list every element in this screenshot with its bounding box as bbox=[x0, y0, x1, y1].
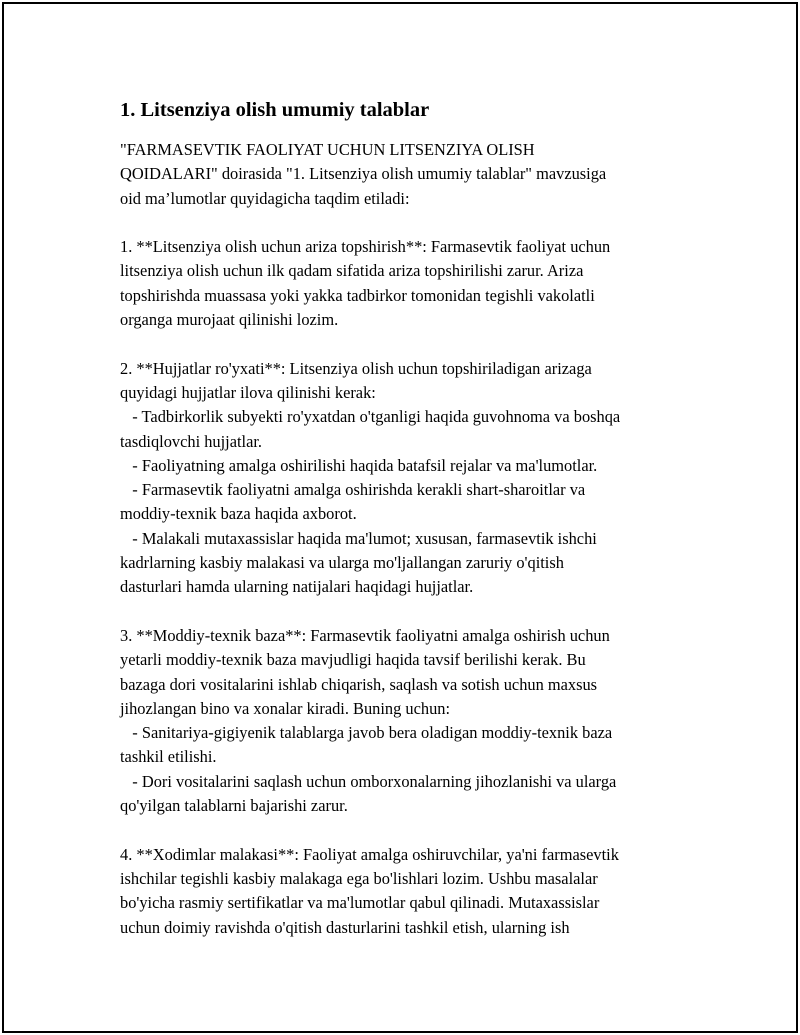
document-content bbox=[120, 96, 700, 940]
document-page bbox=[2, 2, 798, 1033]
section-body: "FARMASEVTIK FAOLIYAT UCHUN LITSENZIYA OLISH QOIDALARI" doirasida "1. Litsenziya olish umumiy talablar" mavzusiga oid ma’lumotlar quyidagicha taqdim etiladi: 1. **Litsenziya olish uchun ariza topshirish**: Farmasevtik faoliyat uchun litsenziya olish uchun ilk qadam sifatida ariza topshirilishi zarur. Ariza topshirishda muassasa yoki yakka tadbirkor tomonidan tegishli vakolatli organga murojaat qilinishi lozim. 2. **Hujjatlar ro'yxati**: Litsenziya olish uchun topshiriladigan arizaga quyidagi hujjatlar ilova qilinishi kerak: - Tadbirkorlik subyekti ro'yxatdan o'tganligi haqida guvohnoma va boshqa tasdiqlovchi hujjatlar. - Faoliyatning amalga oshirilishi haqida batafsil rejalar va ma'lumotlar. - Farmasevtik faoliyatni amalga oshirishda kerakli shart-sharoitlar va moddiy-texnik baza haqida axborot. - Malakali mutaxassislar haqida ma'lumot; xususan, farmasevtik ishchi kadrlarning kasbiy malakasi va ularga mo'ljallangan zaruriy o'qitish dasturlari hamda ularning natijalari haqidagi hujjatlar. 3. **Moddiy-texnik baza**: Farmasevtik faoliyatni amalga oshirish uchun yetarli moddiy-texnik baza mavjudligi haqida tavsif berilishi kerak. Bu bazaga dori vositalarini ishlab chiqarish, saqlash va sotish uchun maxsus jihozlangan bino va xonalar kiradi. Buning uchun: - Sanitariya-gigiyenik talablarga javob bera oladigan moddiy-texnik baza tashkil etilishi. - Dori vositalarini saqlash uchun omborxonalarning jihozlanishi va ularga qo'yilgan talablarni bajarishi zarur. 4. **Xodimlar malakasi**: Faoliyat amalga oshiruvchilar, ya'ni farmasevtik ishchilar tegishli kasbiy malakaga ega bo'lishlari lozim. Ushbu masalalar bo'yicha rasmiy sertifikatlar va ma'lumotlar qabul qilinadi. Mutaxassislar uchun doimiy ravishda o'qitish dasturlarini tashkil etish, ularning ish bbox=[120, 140, 621, 937]
section-heading: 1. Litsenziya olish umumiy talablar bbox=[120, 99, 430, 121]
